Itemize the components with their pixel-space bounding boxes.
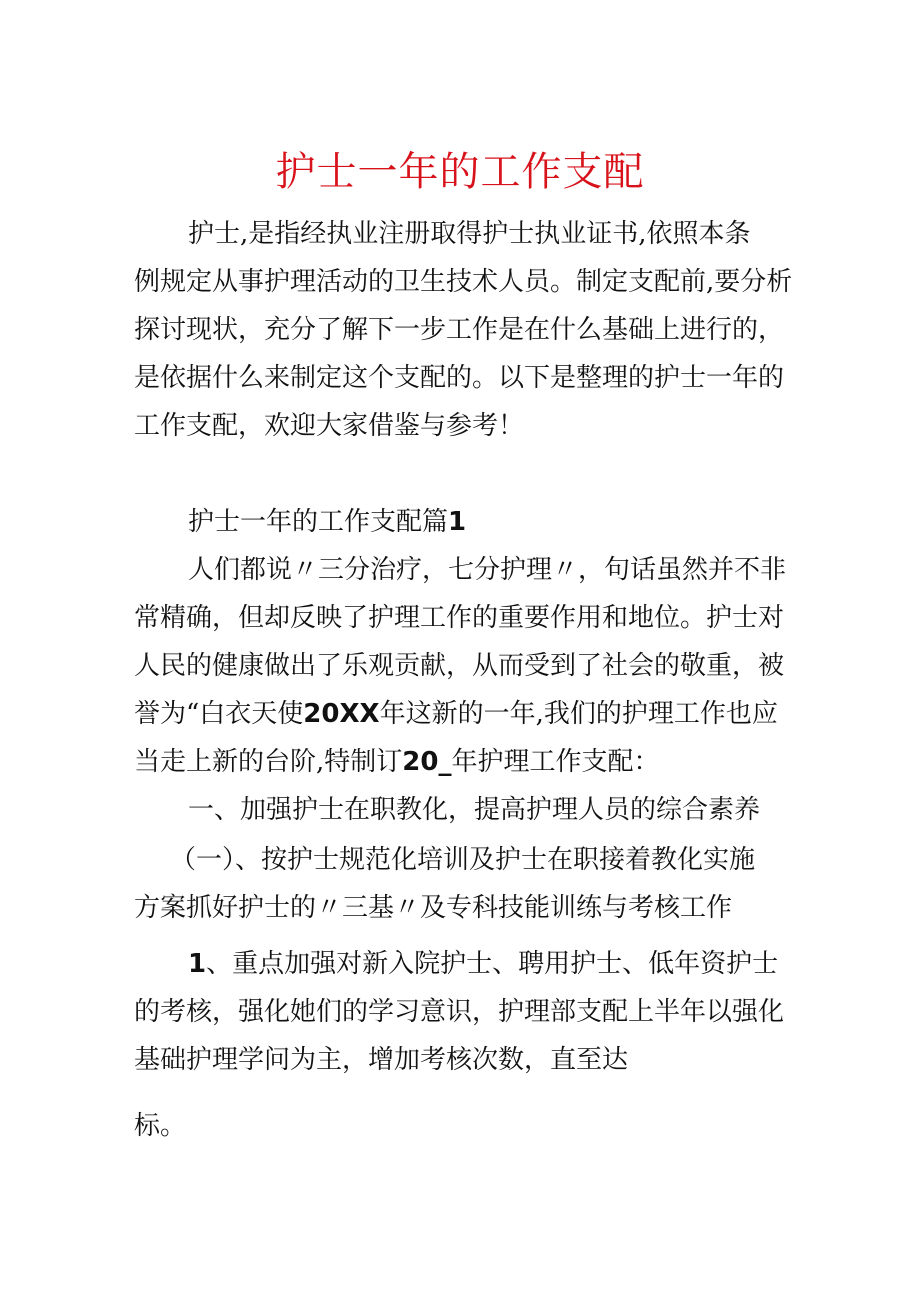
point-1-line-2: 的考核，强化她们的学习意识，护理部支配上半年以强化 (134, 997, 785, 1027)
para2-line-4-c: 年这新的一年,我们的护理工作也应 (379, 699, 778, 729)
intro-line-1: 护士,是指经执业注册取得护士执业证书,依照本条 (188, 219, 751, 249)
para2-line-4-year: 20XX (303, 699, 380, 729)
sub-1-line-2: 方案抓好护士的〃三基〃及专科技能训练与考核工作 (134, 893, 733, 923)
point-1-number: 1 (188, 949, 207, 979)
intro-line-5: 工作支配，欢迎大家借鉴与参考！ (134, 411, 525, 441)
para2-line-5-c: 年护理工作支配： (451, 747, 660, 777)
para2-line-5-year: 20_ (402, 747, 452, 777)
para2-line-4 (134, 690, 794, 738)
para2-line-5-a: 当走上新的台阶,特制订 (134, 747, 403, 777)
para2-line-5 (134, 738, 794, 786)
point-1-first: 、重点加强对新入院护士、聘用护士、低年资护士 (206, 949, 779, 979)
item-1-heading: 一、加强护士在职教化，提高护理人员的综合素养 (188, 795, 761, 825)
para2-line-1: 人们都说〃三分治疗，七分护理〃，句话虽然并不非 (188, 555, 787, 585)
intro-line-4: 是依据什么来制定这个支配的。以下是整理的护士一年的 (134, 363, 785, 393)
para2-line-2: 常精确，但却反映了护理工作的重要作用和地位。护士对 (134, 603, 785, 633)
intro-line-2: 例规定从事护理活动的卫生技术人员。制定支配前,要分析 (134, 267, 793, 297)
sub-1-line-1: （一）、按护士规范化培训及护士在职接着教化实施 (170, 845, 756, 875)
point-1-line-1 (188, 940, 794, 988)
para2-line-4-a: 誉为“白衣天使 (134, 699, 304, 729)
tail-line: 标。 (134, 1111, 187, 1141)
document-title: 护士一年的工作支配 (275, 149, 645, 195)
para2-line-3: 人民的健康做出了乐观贡献，从而受到了社会的敬重，被 (134, 651, 785, 681)
section-heading-text: 护士一年的工作支配篇 (188, 507, 449, 537)
section-heading-number: 1 (448, 507, 467, 537)
section-heading (188, 498, 794, 546)
point-1-line-3: 基础护理学问为主，增加考核次数，直至达 (134, 1045, 629, 1075)
intro-line-3: 探讨现状，充分了解下一步工作是在什么基础上进行的， (134, 315, 785, 345)
